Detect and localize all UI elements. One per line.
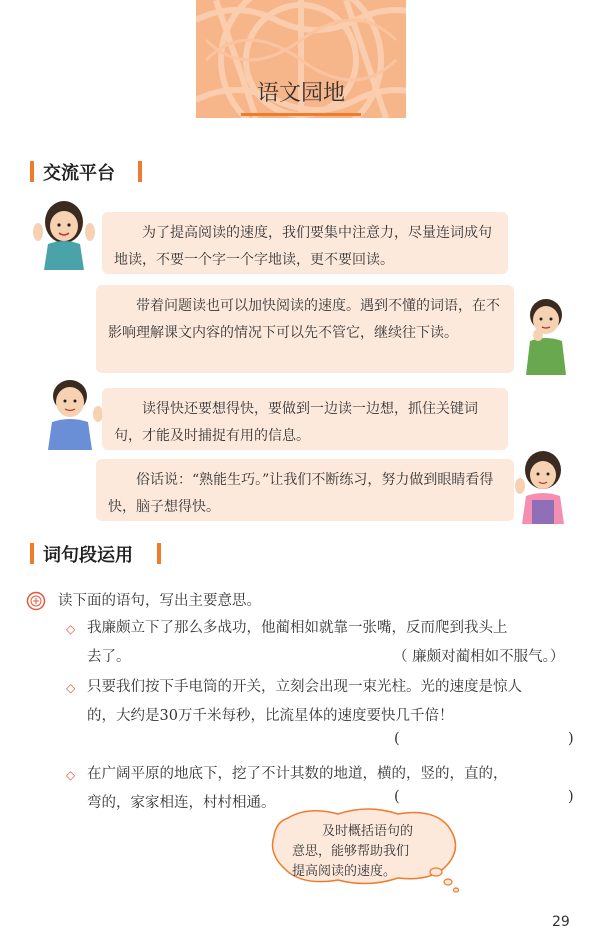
item-2-line-1: 只要我们按下手电筒的开关，立刻会出现一束光柱。光的速度是惊人 <box>87 679 522 695</box>
exercise-instruction: 读下面的语句，写出主要意思。 <box>58 593 261 609</box>
boy-avatar-1 <box>520 295 572 375</box>
tip-line-1: 及时概括语句的 <box>322 824 414 839</box>
item-1-line-1: 我廉颇立下了那么多战功，他蔺相如就靠一张嘴，反而爬到我头上 <box>87 620 508 636</box>
item-3-answer-open: ( <box>394 789 400 805</box>
boy-avatar-2 <box>40 376 104 450</box>
bubble-4-text: 俗话说：“熟能生巧。”让我们不断练习，努力做到眼睛看得快，脑子想得快。 <box>108 472 494 515</box>
tip-text <box>292 822 452 882</box>
girl-avatar-2 <box>512 448 574 524</box>
section-title-sentence-use: 词句段运用 <box>43 545 133 566</box>
section-bar-left <box>30 161 34 182</box>
item-1-line-2: 去了。 <box>87 649 131 665</box>
item-2-line-2: 的，大约是30万千米每秒，比流星体的速度要快几千倍！ <box>87 708 454 724</box>
bubble-1 <box>102 212 508 274</box>
page-number: 29 <box>552 914 570 930</box>
diamond-bullet-icon: ◇ <box>66 681 76 695</box>
bubble-3-text: 读得快还要想得快，要做到一边读一边想，抓住关键词句，才能及时捕捉有用的信息。 <box>114 401 478 444</box>
diamond-bullet-icon: ◇ <box>66 768 76 782</box>
bubble-3 <box>102 388 508 450</box>
bubble-1-text: 为了提高阅读的速度，我们要集中注意力，尽量连词成句地读，不要一个字一个字地读，更不要回读。 <box>114 225 492 268</box>
diamond-bullet-icon: ◇ <box>66 622 76 636</box>
tip-line-3: 提高阅读的速度。 <box>292 864 397 879</box>
item-2-answer-open: ( <box>394 731 400 747</box>
exercise-bullet-icon <box>26 591 46 611</box>
item-3-line-1: 在广阔平原的地底下，挖了不计其数的地道，横的，竖的，直的， <box>87 766 508 782</box>
item-2-answer-close: ) <box>568 731 574 747</box>
section-title-exchange: 交流平台 <box>43 163 115 184</box>
item-3-answer-close: ) <box>568 789 574 805</box>
item-3-line-2: 弯的，家家相连，村村相通。 <box>87 795 276 811</box>
title-underline <box>241 113 361 116</box>
section-bar-right <box>138 161 142 182</box>
bubble-2-text: 带着问题读也可以加快阅读的速度。遇到不懂的词语，在不影响理解课文内容的情况下可以先不管它，继续往下读。 <box>108 298 500 341</box>
bubble-4 <box>96 459 514 521</box>
tip-line-2: 意思，能够帮助我们 <box>292 844 410 859</box>
section2-bar-right <box>157 543 161 564</box>
bubble-2 <box>96 285 514 373</box>
page-title: 语文园地 <box>256 81 345 106</box>
item-1-answer: （ 廉颇对蔺相如不服气。） <box>393 649 565 665</box>
girl-avatar-1 <box>28 196 100 270</box>
section2-bar-left <box>30 543 34 564</box>
